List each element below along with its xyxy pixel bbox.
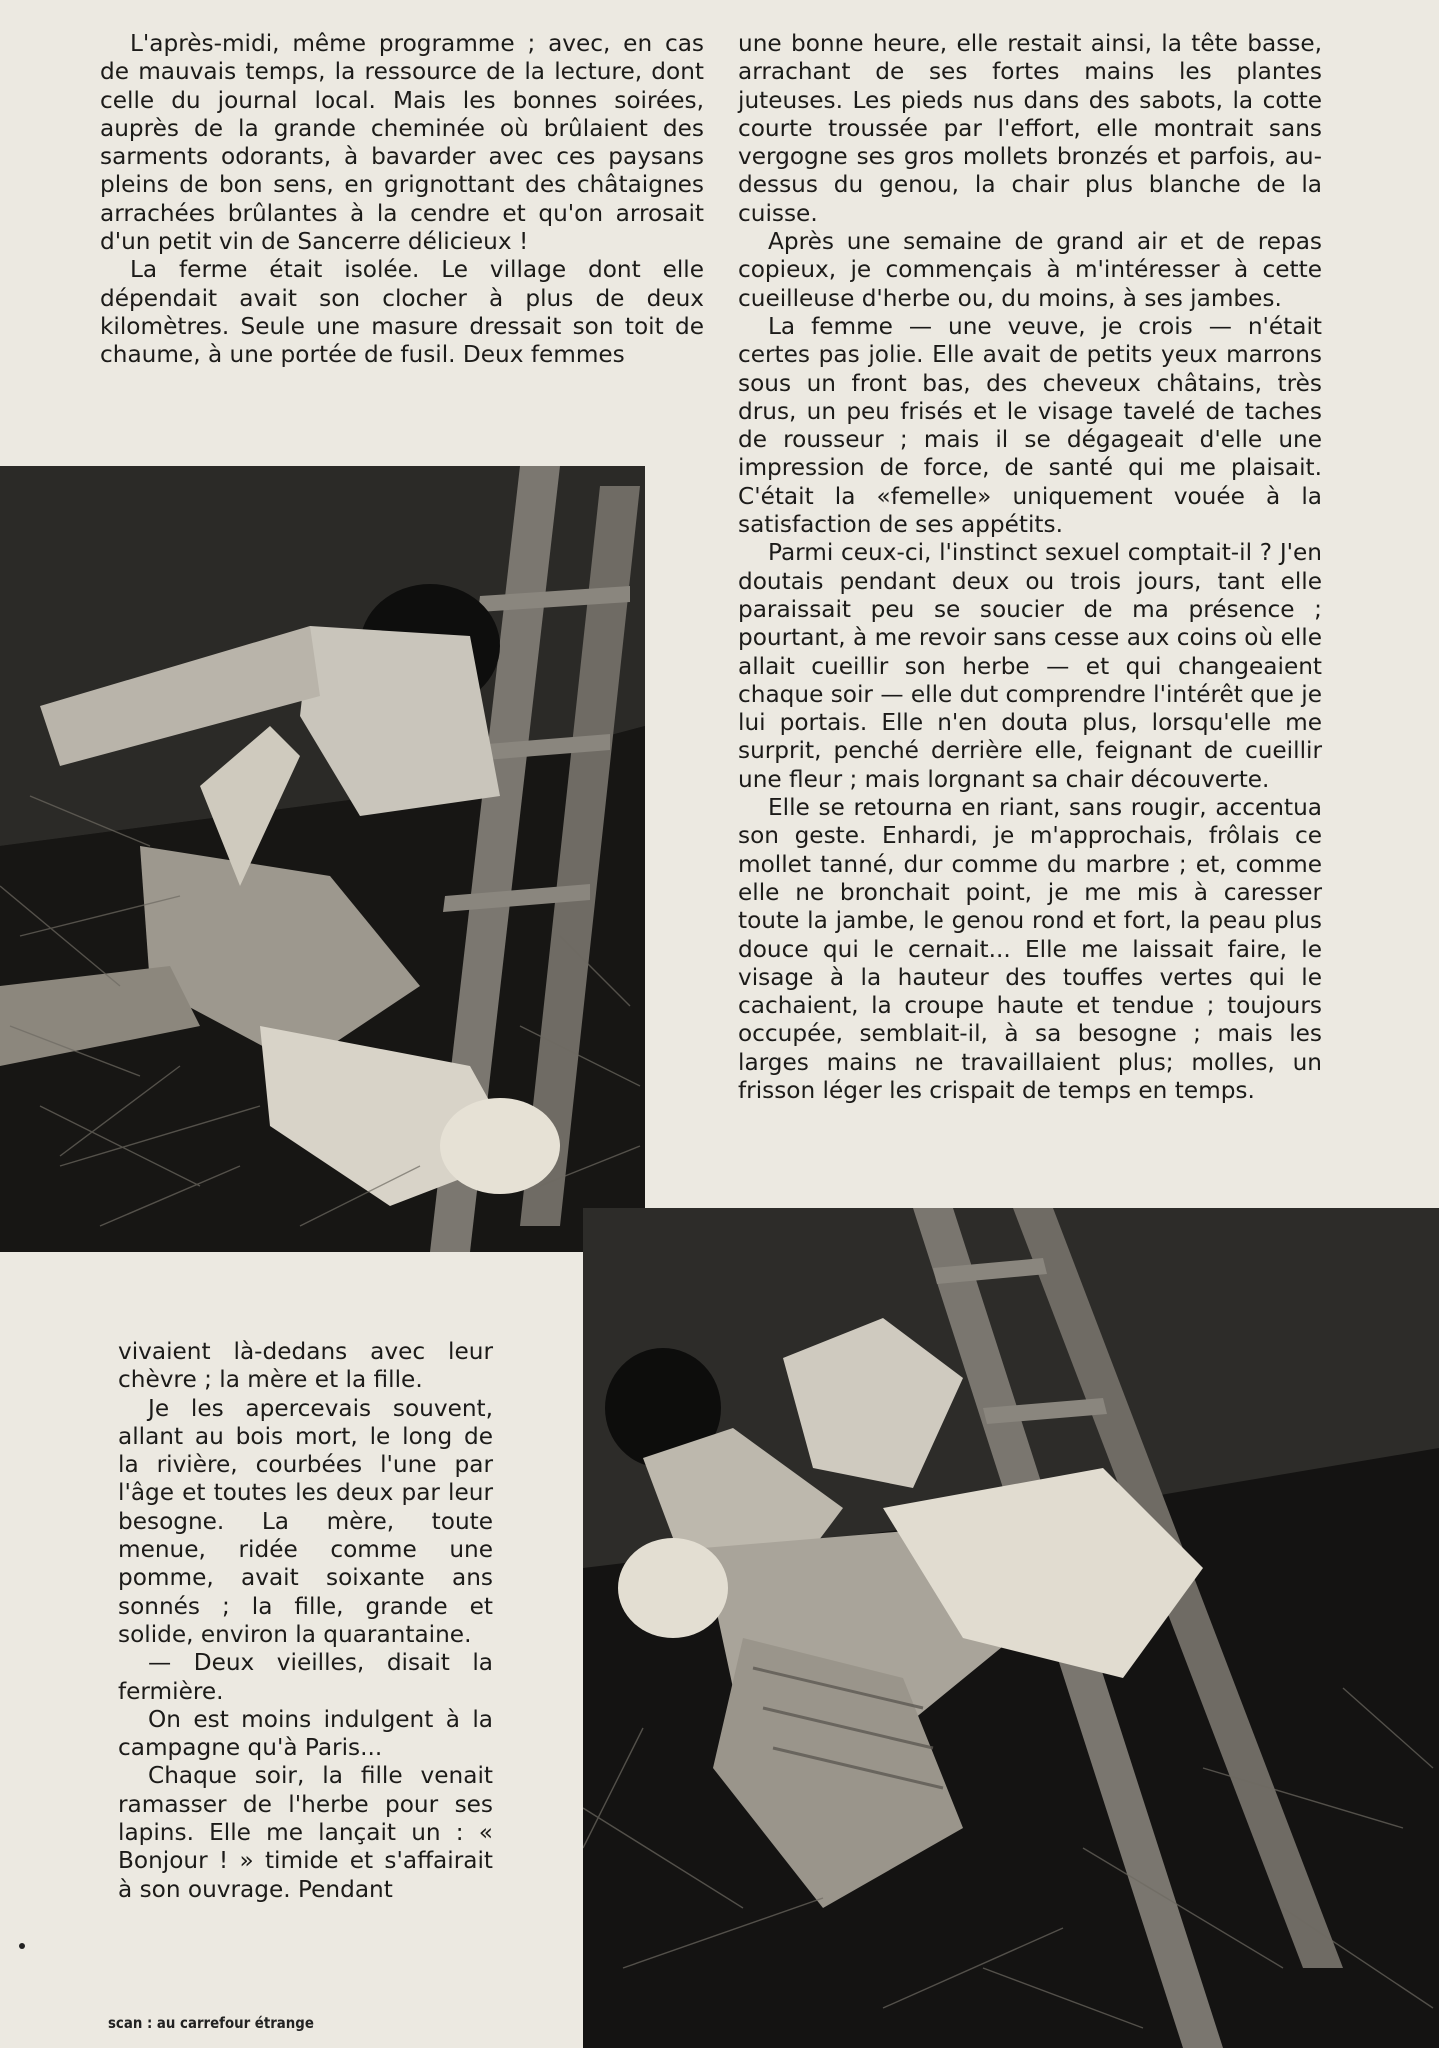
scan-speck <box>19 1943 25 1949</box>
paragraph: Je les apercevais souvent, allant au bois mort, le long de la rivière, courbées l'une par l'âge et toutes les deux par leur besogne. La mère, toute menue, ridée comme une pomme, avait soixante ans sonnés ; la fille, grande et solide, environ la quarantaine. <box>118 1394 493 1648</box>
photo-illustration <box>583 1208 1439 2048</box>
paragraph: L'après-midi, même programme ; avec, en cas de mauvais temps, la ressource de la lecture, dont celle du journal local. Mais les bonnes soirées, auprès de la grande cheminée où brûlaient des sarments odorants, à bavarder avec ces paysans pleins de bon sens, en grignottant des châtaignes arrachées brûlantes à la cendre et qu'on arrosait d'un petit vin de Sancerre délicieux ! <box>100 30 704 256</box>
photo-illustration <box>0 466 645 1252</box>
scan-credit: scan : au carrefour étrange <box>108 2014 314 2032</box>
paragraph-continuation: une bonne heure, elle restait ainsi, la tête basse, arrachant de ses fortes mains les plantes juteuses. Les pieds nus dans des sabots, la cotte courte troussée par l'effort, elle montrait sans vergogne ses gros mollets bronzés et parfois, au-dessus du genou, la chair plus blanche de la cuisse. <box>738 30 1322 227</box>
photo-couple-in-hay <box>0 466 645 1252</box>
paragraph: — Deux vieilles, disait la fermière. <box>118 1649 493 1705</box>
article-column-bottom-left <box>118 1338 493 1904</box>
paragraph: Parmi ceux-ci, l'instinct sexuel comptait-il ? J'en doutais pendant deux ou trois jours, tant elle paraissait peu se soucier de ma présence ; pourtant, à me revoir sans cesse aux coins où elle allait cueillir son herbe — et qui changeaient chaque soir — elle dut comprendre l'intérêt que je lui portais. Elle n'en douta plus, lorsqu'elle me surprit, penché derrière elle, feignant de cueillir une fleur ; mais lorgnant sa chair découverte. <box>738 539 1322 793</box>
paragraph: Elle se retourna en riant, sans rougir, accentua son geste. Enhardi, je m'approchais, frôlais ce mollet tanné, dur comme du marbre ; et, comme elle ne bronchait point, je me mis à caresser toute la jambe, le genou rond et fort, la peau plus douce qui le cernait... Elle me laissait faire, le visage à la hauteur des touffes vertes qui le cachaient, la croupe haute et tendue ; toujours occupée, semblait-il, à sa besogne ; mais les larges mains ne travaillaient plus; molles, un frisson léger les crispait de temps en temps. <box>738 794 1322 1104</box>
paragraph: Après une semaine de grand air et de repas copieux, je commençais à m'intéresser à cette cueilleuse d'herbe ou, du moins, à ses jambes. <box>738 228 1322 312</box>
photo-couple-embrace <box>583 1208 1439 2048</box>
article-column-top-left <box>100 30 704 370</box>
paragraph-continuation: vivaient là-dedans avec leur chèvre ; la mère et la fille. <box>118 1338 493 1394</box>
paragraph: La femme — une veuve, je crois — n'était certes pas jolie. Elle avait de petits yeux marrons sous un front bas, des cheveux châtains, très drus, un peu frisés et le visage tavelé de taches de rousseur ; mais il se dégageait d'elle une impression de force, de santé qui me plaisait. C'était la «femelle» uniquement vouée à la satisfaction de ses appétits. <box>738 312 1322 539</box>
article-column-right <box>738 30 1322 1105</box>
paragraph: La ferme était isolée. Le village dont elle dépendait avait son clocher à plus de deux kilomètres. Seule une masure dressait son toit de chaume, à une portée de fusil. Deux femmes <box>100 256 704 369</box>
paragraph: On est moins indulgent à la campagne qu'à Paris... <box>118 1705 493 1762</box>
paragraph: Chaque soir, la fille venait ramasser de l'herbe pour ses lapins. Elle me lançait un : « Bonjour ! » timide et s'affairait à son ouvrage. Pendant <box>118 1762 493 1903</box>
